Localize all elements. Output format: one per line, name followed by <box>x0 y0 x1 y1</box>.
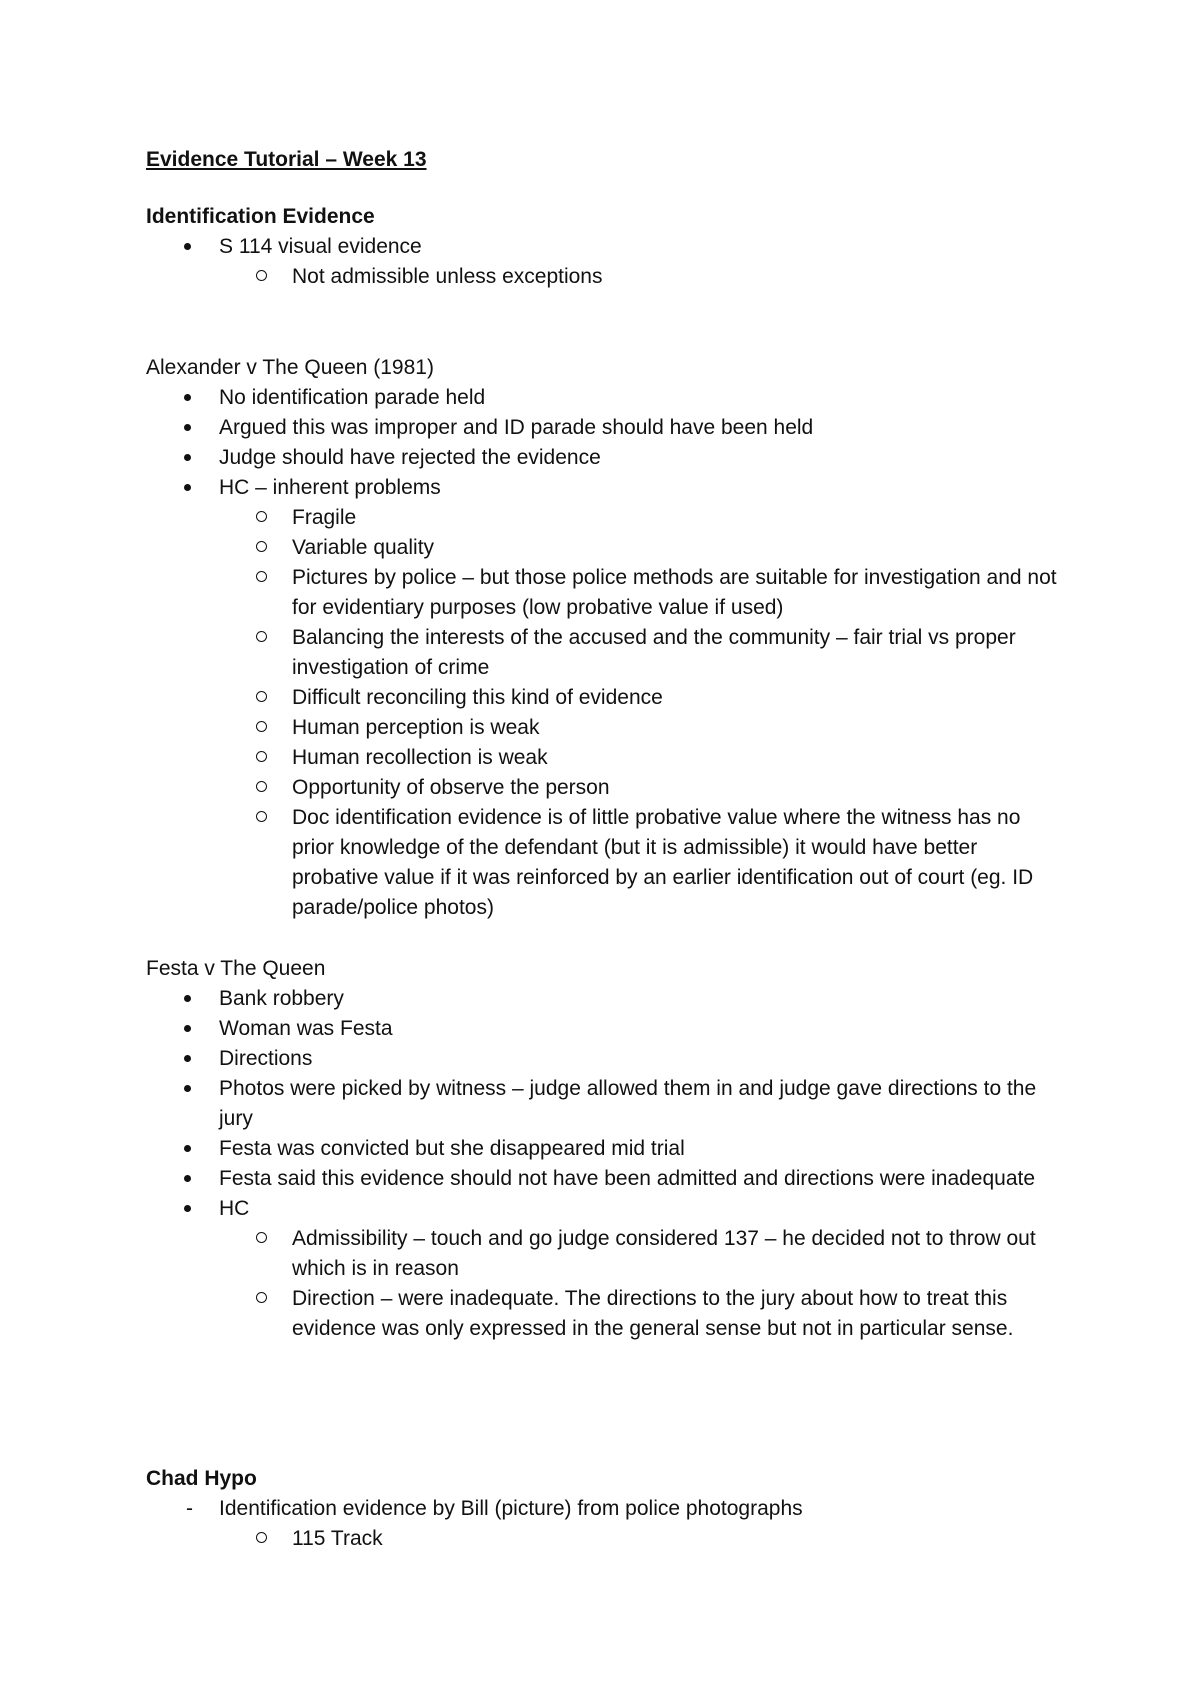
alexander-case-heading: Alexander v The Queen (1981) <box>146 356 434 379</box>
list-item: HC – inherent problems Fragile Variable quality Pictures by police – but those police methods are suitable for investigation and not for evidentiary purposes (low probative value if used) Balancing the interests of the accused and the community – fair trial vs proper investigation of crime Difficult reconciling this kind of evidence Human perception is weak Human recollection is weak Opportunity of observe the person Doc identification evidence is of little probative value where the witness has no prior knowledge of the defendant (but it is admissible) it would have better probative value if it was reinforced by an earlier identification out of court (eg. ID parade/police photos) <box>146 473 1066 923</box>
list-item: Argued this was improper and ID parade should have been held <box>146 413 1066 443</box>
list-item: Doc identification evidence is of little probative value where the witness has no prior knowledge of the defendant (but it is admissible) it would have better probative value if it was reinforced by an earlier identification out of court (eg. ID parade/police photos) <box>219 803 1066 923</box>
festa-case-heading: Festa v The Queen <box>146 957 326 980</box>
bullet-icon <box>184 1175 191 1182</box>
list-item: Directions <box>146 1044 1066 1074</box>
circle-bullet-icon <box>256 541 267 552</box>
list-item: Human perception is weak <box>219 713 1066 743</box>
festa-case-list <box>146 984 1066 1344</box>
list-item: Festa was convicted but she disappeared mid trial <box>146 1134 1066 1164</box>
list-item: Fragile <box>219 503 1066 533</box>
document-title: Evidence Tutorial – Week 13 <box>146 148 427 171</box>
list-item: Variable quality <box>219 533 1066 563</box>
circle-bullet-icon <box>256 811 267 822</box>
circle-bullet-icon <box>256 1232 267 1243</box>
bullet-icon <box>184 454 191 461</box>
bullet-icon <box>184 1025 191 1032</box>
list-item: Direction – were inadequate. The directions to the jury about how to treat this evidence was only expressed in the general sense but not in particular sense. <box>219 1284 1066 1344</box>
list-item: Judge should have rejected the evidence <box>146 443 1066 473</box>
circle-bullet-icon <box>256 571 267 582</box>
bullet-icon <box>184 1055 191 1062</box>
circle-bullet-icon <box>256 781 267 792</box>
bullet-icon <box>184 243 191 250</box>
identification-evidence-heading: Identification Evidence <box>146 205 375 228</box>
list-item: Festa said this evidence should not have been admitted and directions were inadequate <box>146 1164 1066 1194</box>
bullet-icon <box>184 995 191 1002</box>
chad-hypo-list <box>146 1494 1066 1554</box>
circle-bullet-icon <box>256 751 267 762</box>
dash-bullet-icon: - <box>186 1497 193 1520</box>
identification-evidence-list <box>146 232 1066 292</box>
circle-bullet-icon <box>256 511 267 522</box>
list-item: Balancing the interests of the accused and the community – fair trial vs proper investigation of crime <box>219 623 1066 683</box>
list-item: 115 Track <box>219 1524 1066 1554</box>
bullet-icon <box>184 1205 191 1212</box>
chad-hypo-heading: Chad Hypo <box>146 1467 257 1490</box>
circle-bullet-icon <box>256 721 267 732</box>
circle-bullet-icon <box>256 1292 267 1303</box>
list-item: - Identification evidence by Bill (picture) from police photographs 115 Track <box>146 1494 1066 1554</box>
list-item: Difficult reconciling this kind of evidence <box>219 683 1066 713</box>
list-item: Pictures by police – but those police methods are suitable for investigation and not for evidentiary purposes (low probative value if used) <box>219 563 1066 623</box>
circle-bullet-icon <box>256 1532 267 1543</box>
list-item: No identification parade held <box>146 383 1066 413</box>
list-item: Woman was Festa <box>146 1014 1066 1044</box>
list-item: S 114 visual evidence Not admissible unless exceptions <box>146 232 1066 292</box>
alexander-case-list <box>146 383 1066 923</box>
list-item: Human recollection is weak <box>219 743 1066 773</box>
bullet-icon <box>184 394 191 401</box>
list-item: Photos were picked by witness – judge allowed them in and judge gave directions to the jury <box>146 1074 1066 1134</box>
circle-bullet-icon <box>256 270 267 281</box>
list-item: HC Admissibility – touch and go judge considered 137 – he decided not to throw out which is in reason Direction – were inadequate. The directions to the jury about how to treat this evidence was only expressed in the general sense but not in particular sense. <box>146 1194 1066 1344</box>
bullet-icon <box>184 1145 191 1152</box>
list-item: Admissibility – touch and go judge considered 137 – he decided not to throw out which is in reason <box>219 1224 1066 1284</box>
list-item: Not admissible unless exceptions <box>219 262 1066 292</box>
circle-bullet-icon <box>256 691 267 702</box>
circle-bullet-icon <box>256 631 267 642</box>
bullet-icon <box>184 424 191 431</box>
list-item: Opportunity of observe the person <box>219 773 1066 803</box>
list-item: Bank robbery <box>146 984 1066 1014</box>
bullet-icon <box>184 484 191 491</box>
bullet-icon <box>184 1085 191 1092</box>
